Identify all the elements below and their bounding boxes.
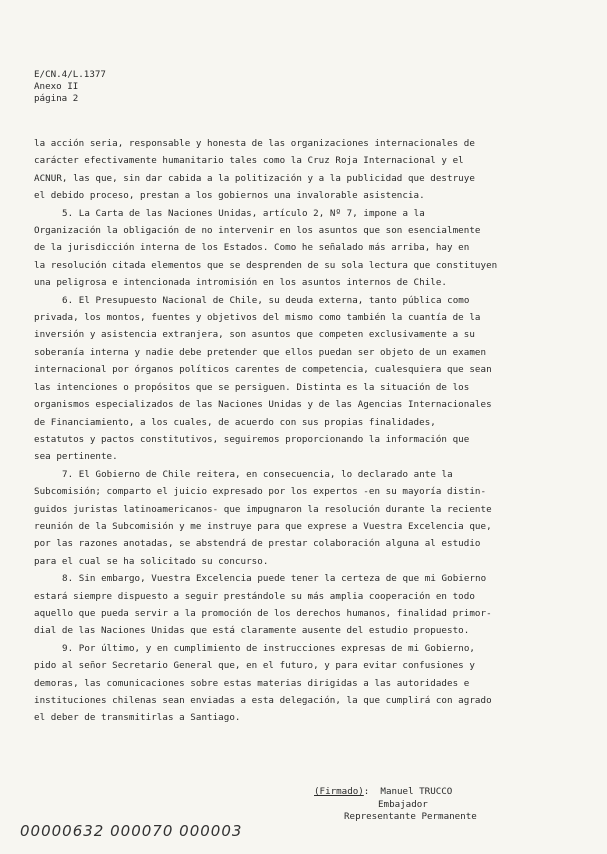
text-line: Organización la obligación de no intervenir en los asuntos que son esencialmente — [34, 225, 481, 237]
page-number: página 2 — [34, 93, 79, 104]
signature-block — [314, 786, 477, 824]
text-line: la resolución citada elementos que se desprenden de su sola lectura que constituyen — [34, 259, 498, 271]
text-line: 9. Por último, y en cumplimiento de instrucciones expresas de mi Gobierno, — [62, 642, 476, 654]
document-reference: E/CN.4/L.1377 — [34, 69, 106, 80]
archive-stamp: 00000632 000070 000003 — [20, 822, 243, 840]
text-line: ACNUR, las que, sin dar cabida a la politización y a la publicidad que destruye — [34, 172, 475, 184]
signed-colon: : — [363, 786, 370, 797]
text-line: instituciones chilenas sean enviadas a esta delegación, la que cumplirá con agrado — [34, 695, 492, 706]
text-line: pido al señor Secretario General que, en el futuro, y para evitar confusiones y — [34, 660, 475, 672]
text-line: 5. La Carta de las Naciones Unidas, artículo 2, Nº 7, impone a la — [62, 207, 425, 219]
text-line: la acción seria, responsable y honesta de las organizaciones internacionales de — [34, 138, 475, 149]
text-line: guidos juristas latinoamericanos- que impugnaron la resolución durante la reciente — [34, 503, 492, 515]
text-line: aquello que pueda servir a la promoción de los derechos humanos, finalidad primor- — [34, 607, 492, 619]
text-line: organismos especializados de las Naciones Unidas y de las Agencias Internacionales — [34, 399, 492, 411]
text-line: 6. El Presupuesto Nacional de Chile, su deuda externa, tanto pública como — [62, 294, 470, 306]
text-line: de la jurisdicción interna de los Estados. Como he señalado más arriba, hay en — [34, 242, 470, 254]
text-line: reunión de la Subcomisión y me instruye para que exprese a Vuestra Excelencia que, — [34, 520, 492, 532]
signatory-name: Manuel TRUCCO — [380, 786, 453, 797]
text-line: carácter efectivamente humanitario tales como la Cruz Roja Internacional y el — [34, 155, 464, 167]
signed-label: (Firmado) — [314, 786, 364, 797]
text-line: el debido proceso, prestan a los gobiernos una invalorable asistencia. — [34, 190, 425, 202]
text-line: de Financiamiento, a los cuales, de acuerdo con sus propias finalidades, — [34, 416, 436, 428]
text-line: demoras, las comunicaciones sobre estas materias dirigidas a las autoridades e — [34, 677, 470, 689]
document-header — [34, 69, 106, 105]
annex-label: Anexo II — [34, 81, 79, 92]
text-line: 7. El Gobierno de Chile reitera, en consecuencia, lo declarado ante la — [62, 468, 453, 480]
text-line: 8. Sin embargo, Vuestra Excelencia puede tener la certeza de que mi Gobierno — [62, 573, 487, 585]
text-line: las intenciones o propósitos que se persiguen. Distinta es la situación de los — [34, 381, 470, 393]
signatory-position: Representante Permanente — [344, 811, 477, 822]
text-line: privada, los montos, fuentes y objetivos del mismo como también la cuantía de la — [34, 312, 481, 324]
text-line: Subcomisión; comparto el juicio expresado por los expertos -en su mayoría distin- — [34, 486, 487, 498]
text-line: para el cual se ha solicitado su concurso. — [34, 555, 269, 567]
text-line: por las razones anotadas, se abstendrá de prestar colaboración alguna al estudio — [34, 538, 481, 550]
text-line: sea pertinente. — [34, 451, 118, 463]
text-line: estará siempre dispuesto a seguir prestándole su más amplia cooperación en todo — [34, 590, 475, 602]
text-line: el deber de transmitirlas a Santiago. — [34, 712, 241, 724]
text-line: soberanía interna y nadie debe pretender que ellos puedan ser objeto de un examen — [34, 346, 487, 358]
text-line: internacional por órganos políticos carentes de competencia, cualesquiera que sean — [34, 364, 492, 376]
signatory-title: Embajador — [378, 798, 428, 810]
text-line: dial de las Naciones Unidas que está claramente ausente del estudio propuesto. — [34, 625, 470, 637]
text-line: una peligrosa e intencionada intromisión en los asuntos internos de Chile. — [34, 277, 448, 289]
text-line: estatutos y pactos constitutivos, seguiremos proporcionando la información que — [34, 433, 470, 445]
body-text — [34, 135, 574, 727]
text-line: inversión y asistencia extranjera, son asuntos que competen exclusivamente a su — [34, 329, 475, 341]
